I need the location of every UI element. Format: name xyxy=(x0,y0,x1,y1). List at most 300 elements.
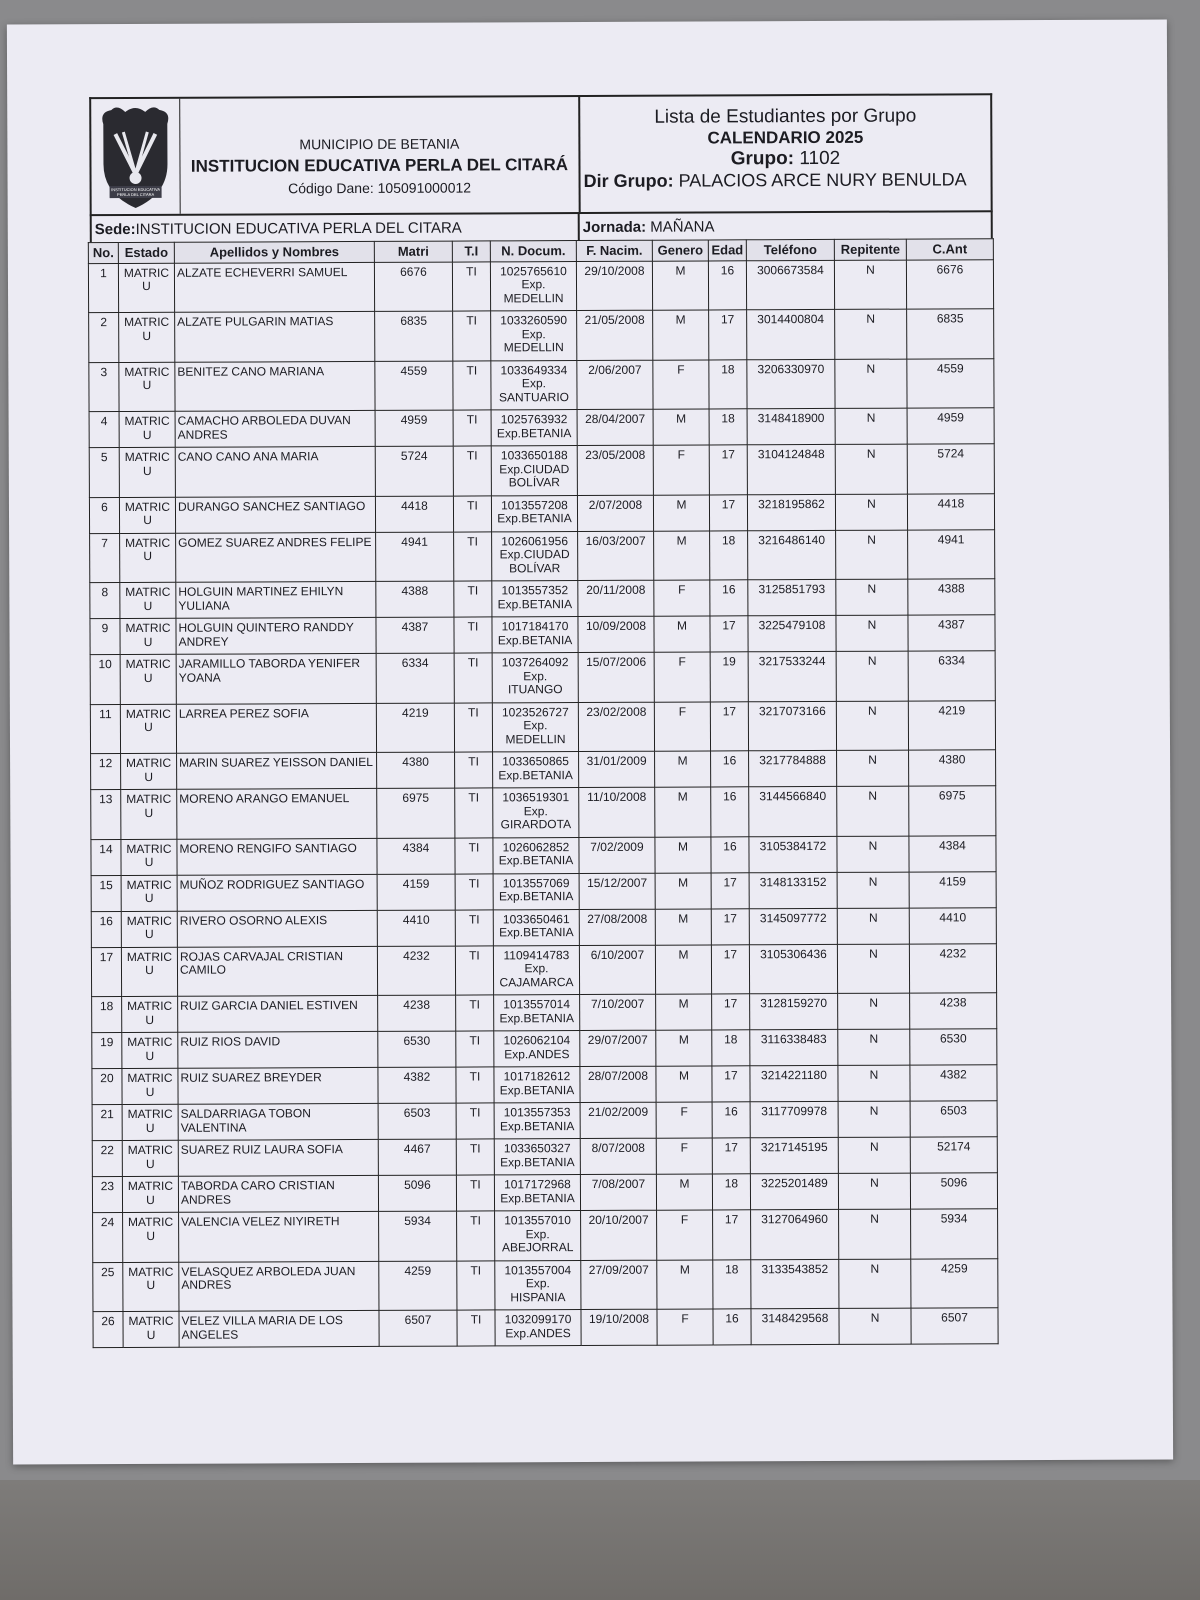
column-header-edad: Edad xyxy=(708,240,746,261)
cell-repitente: N xyxy=(839,1259,911,1309)
cell-nombre: GOMEZ SUAREZ ANDRES FELIPE xyxy=(176,532,376,582)
cell-c-ant: 6835 xyxy=(907,309,994,359)
document-number: 1026061956 xyxy=(501,533,569,548)
cell-nombre: TABORDA CARO CRISTIAN ANDRES xyxy=(178,1175,378,1212)
cell-ti: TI xyxy=(452,261,490,311)
document-number: 1025765610 xyxy=(500,263,567,278)
document-issue-place: Exp.BETANIA xyxy=(499,1082,575,1097)
table-row xyxy=(93,1258,998,1311)
cell-edad: 16 xyxy=(711,787,749,837)
table-row xyxy=(88,259,993,312)
cell-fecha-nacimiento: 7/08/2007 xyxy=(580,1174,656,1210)
cell-ti: TI xyxy=(455,752,493,788)
cell-fecha-nacimiento: 21/05/2008 xyxy=(577,310,653,360)
cell-fecha-nacimiento: 2/07/2008 xyxy=(577,495,653,531)
cell-fecha-nacimiento: 21/02/2009 xyxy=(580,1102,656,1138)
cell-genero: F xyxy=(654,701,710,751)
municipality: MUNICIPIO DE BETANIA xyxy=(299,135,460,152)
cell-genero: M xyxy=(654,530,710,580)
document-number: 1036519301 xyxy=(502,790,570,805)
document-issue-place: Exp.BETANIA xyxy=(500,1190,575,1205)
cell-nombre: MARIN SUAREZ YEISSON DANIEL xyxy=(177,752,377,789)
cell-ti: TI xyxy=(454,617,492,653)
column-header-nombre: Apellidos y Nombres xyxy=(174,241,374,262)
cell-repitente: N xyxy=(837,944,909,994)
cell-no: 11 xyxy=(90,704,120,754)
cell-matri: 4941 xyxy=(376,532,454,582)
cell-edad: 18 xyxy=(710,530,748,580)
column-header-ti: T.I xyxy=(452,241,490,262)
cell-c-ant: 6503 xyxy=(910,1101,997,1137)
document-number: 1033260590 xyxy=(500,313,568,328)
cell-estado: MATRICU xyxy=(119,362,175,412)
cell-edad: 17 xyxy=(711,908,749,944)
sede-row xyxy=(90,210,993,242)
cell-documento xyxy=(491,495,577,531)
cell-documento xyxy=(494,995,580,1031)
document-number: 1017182612 xyxy=(503,1069,571,1084)
cell-ti: TI xyxy=(453,446,491,496)
dane-code: Código Dane: 105091000012 xyxy=(288,179,472,196)
cell-no: 3 xyxy=(89,362,119,412)
table-row xyxy=(92,1137,997,1177)
cell-genero: M xyxy=(655,787,711,837)
cell-documento xyxy=(493,945,579,995)
cell-genero: M xyxy=(655,751,711,787)
cell-ti: TI xyxy=(455,788,493,838)
cell-c-ant: 6507 xyxy=(911,1308,998,1344)
cell-telefono: 3144566840 xyxy=(749,786,837,836)
cell-matri: 6530 xyxy=(378,1031,456,1067)
cell-edad: 17 xyxy=(712,1138,750,1174)
cell-estado: MATRICU xyxy=(122,1068,178,1104)
cell-c-ant: 4382 xyxy=(910,1065,997,1101)
cell-edad: 17 xyxy=(710,616,748,652)
cell-genero: F xyxy=(656,1138,712,1174)
institution-name: INSTITUCION EDUCATIVA PERLA DEL CITARÁ xyxy=(190,154,569,176)
cell-nombre: JARAMILLO TABORDA YENIFER YOANA xyxy=(176,653,376,703)
cell-c-ant: 5934 xyxy=(911,1209,998,1259)
jornada-cell xyxy=(580,218,715,236)
cell-telefono: 3105306436 xyxy=(749,944,837,994)
table-row xyxy=(91,835,996,875)
cell-nombre: RUIZ GARCIA DANIEL ESTIVEN xyxy=(178,995,378,1032)
cell-ti: TI xyxy=(453,495,491,531)
cell-repitente: N xyxy=(837,836,909,872)
column-header-telefono: Teléfono xyxy=(746,239,834,260)
document-number: 1033650327 xyxy=(503,1141,571,1156)
table-row xyxy=(89,493,994,533)
cell-fecha-nacimiento: 16/03/2007 xyxy=(578,531,654,581)
document-number: 1017172968 xyxy=(504,1177,571,1192)
cell-telefono: 3127064960 xyxy=(751,1209,839,1259)
cell-fecha-nacimiento: 10/09/2008 xyxy=(578,616,654,652)
document-issue-place: Exp.BETANIA xyxy=(499,1010,574,1025)
cell-fecha-nacimiento: 28/04/2007 xyxy=(577,409,653,445)
group-label: Grupo: xyxy=(730,148,795,170)
document-issue-place: Exp. HISPANIA xyxy=(510,1276,566,1304)
cell-nombre: DURANGO SANCHEZ SANTIAGO xyxy=(175,496,375,533)
cell-telefono: 3225201489 xyxy=(750,1173,838,1209)
cell-fecha-nacimiento: 19/10/2008 xyxy=(581,1309,657,1345)
group-line xyxy=(731,148,841,170)
cell-documento xyxy=(493,752,579,788)
cell-c-ant: 6334 xyxy=(908,651,995,701)
cell-documento xyxy=(494,1067,580,1103)
document-issue-place: Exp. CAJAMARCA xyxy=(499,961,574,989)
document-issue-place: Exp.BETANIA xyxy=(496,425,572,440)
cell-repitente: N xyxy=(839,1209,911,1259)
cell-matri: 4410 xyxy=(377,910,455,946)
document-issue-place: Exp. SANTUARIO xyxy=(498,376,570,404)
cell-estado: MATRICU xyxy=(123,1262,179,1312)
cell-no: 26 xyxy=(93,1312,123,1348)
cell-estado: MATRICU xyxy=(121,875,177,911)
cell-ti: TI xyxy=(454,581,492,617)
table-row xyxy=(91,871,996,911)
cell-ti: TI xyxy=(455,945,493,995)
document-issue-place: Exp.BETANIA xyxy=(499,925,574,940)
table-row xyxy=(89,309,994,362)
cell-ti: TI xyxy=(454,531,492,581)
cell-genero: F xyxy=(656,1102,712,1138)
document-number: 1037264092 xyxy=(501,655,569,670)
cell-edad: 17 xyxy=(711,944,749,994)
cell-telefono: 3006673584 xyxy=(746,260,834,310)
cell-fecha-nacimiento: 15/12/2007 xyxy=(579,873,655,909)
cell-matri: 4418 xyxy=(375,496,453,532)
cell-matri: 6503 xyxy=(378,1103,456,1139)
cell-documento xyxy=(491,410,577,446)
cell-genero: M xyxy=(656,1066,712,1102)
document-number: 1109414783 xyxy=(503,947,570,962)
cell-no: 8 xyxy=(90,583,120,619)
cell-edad: 18 xyxy=(709,359,747,409)
cell-documento xyxy=(494,1139,580,1175)
cell-fecha-nacimiento: 15/07/2006 xyxy=(578,652,654,702)
cell-documento xyxy=(495,1260,581,1310)
cell-genero: F xyxy=(654,652,710,702)
cell-documento xyxy=(491,311,577,361)
cell-nombre: RIVERO OSORNO ALEXIS xyxy=(177,910,377,947)
cell-telefono: 3014400804 xyxy=(747,309,835,359)
school-crest-logo xyxy=(91,99,181,214)
cell-matri: 4219 xyxy=(376,703,454,753)
cell-nombre: VELASQUEZ ARBOLEDA JUAN ANDRES xyxy=(179,1261,379,1311)
cell-no: 25 xyxy=(93,1262,123,1312)
cell-edad: 17 xyxy=(713,1210,751,1260)
cell-telefono: 3217784888 xyxy=(749,750,837,786)
document-issue-place: Exp.BETANIA xyxy=(497,596,573,611)
cell-repitente: N xyxy=(835,359,907,409)
cell-edad: 16 xyxy=(711,836,749,872)
cell-c-ant: 4384 xyxy=(909,835,996,871)
cell-estado: MATRICU xyxy=(122,1104,178,1140)
cell-c-ant: 4259 xyxy=(911,1258,998,1308)
cell-matri: 5724 xyxy=(375,446,453,496)
cell-documento xyxy=(491,360,577,410)
cell-repitente: N xyxy=(839,1308,911,1344)
table-row xyxy=(90,615,995,655)
cell-estado: MATRICU xyxy=(120,533,176,583)
table-row xyxy=(90,579,995,619)
document-issue-place: Exp. ABEJORRAL xyxy=(501,1226,574,1255)
cell-repitente: N xyxy=(837,872,909,908)
table-row xyxy=(91,786,996,839)
cell-repitente: N xyxy=(836,651,908,701)
document-issue-place: Exp. MEDELLIN xyxy=(503,277,564,305)
document-number: 1013557014 xyxy=(503,997,571,1012)
column-header-no: No. xyxy=(88,243,118,264)
cell-repitente: N xyxy=(838,1101,910,1137)
cell-estado: MATRICU xyxy=(120,704,176,754)
cell-no: 21 xyxy=(92,1105,122,1141)
cell-no: 22 xyxy=(92,1141,122,1177)
cell-telefono: 3104124848 xyxy=(747,444,835,494)
cell-repitente: N xyxy=(838,993,910,1029)
cell-nombre: CANO CANO ANA MARIA xyxy=(175,446,375,496)
cell-ti: TI xyxy=(456,1031,494,1067)
cell-genero: F xyxy=(657,1309,713,1345)
cell-nombre: RUIZ RIOS DAVID xyxy=(178,1031,378,1068)
cell-documento xyxy=(492,531,578,581)
cell-c-ant: 4232 xyxy=(909,943,996,993)
column-header-documento: N. Docum. xyxy=(490,241,576,262)
cell-genero: M xyxy=(655,872,711,908)
cell-estado: MATRICU xyxy=(120,654,176,704)
cell-telefono: 3225479108 xyxy=(748,615,836,651)
cell-matri: 4238 xyxy=(378,995,456,1031)
cell-documento xyxy=(493,837,579,873)
cell-repitente: N xyxy=(837,908,909,944)
cell-no: 15 xyxy=(91,875,121,911)
cell-documento xyxy=(490,261,576,311)
table-body xyxy=(88,259,998,1347)
cell-telefono: 3105384172 xyxy=(749,836,837,872)
cell-c-ant: 5724 xyxy=(907,444,994,494)
cell-fecha-nacimiento: 7/10/2007 xyxy=(580,994,656,1030)
table-row xyxy=(89,444,994,497)
cell-genero: M xyxy=(655,944,711,994)
cell-telefono: 3218195862 xyxy=(747,494,835,530)
cell-ti: TI xyxy=(457,1310,495,1346)
cell-matri: 6835 xyxy=(375,311,453,361)
cell-no: 13 xyxy=(91,790,121,840)
cell-no: 7 xyxy=(90,533,120,583)
cell-fecha-nacimiento: 29/10/2008 xyxy=(576,261,652,311)
cell-genero: M xyxy=(653,494,709,530)
group-value: 1102 xyxy=(794,147,841,170)
cell-matri: 4387 xyxy=(376,617,454,653)
table-row xyxy=(90,529,995,582)
cell-repitente: N xyxy=(835,309,907,359)
column-header-repitente: Repitente xyxy=(834,239,906,260)
cell-edad: 18 xyxy=(709,409,747,445)
cell-c-ant: 4941 xyxy=(908,529,995,579)
cell-documento xyxy=(494,1103,580,1139)
document-number: 1013557010 xyxy=(504,1213,571,1228)
cell-ti: TI xyxy=(456,995,494,1031)
cell-repitente: N xyxy=(838,1137,910,1173)
list-info-block xyxy=(580,95,990,212)
cell-estado: MATRICU xyxy=(119,447,175,497)
cell-repitente: N xyxy=(834,260,906,310)
cell-genero: M xyxy=(655,908,711,944)
document-number: 1033650188 xyxy=(500,448,568,463)
cell-ti: TI xyxy=(457,1211,495,1261)
cell-telefono: 3217145195 xyxy=(750,1137,838,1173)
cell-matri: 4388 xyxy=(376,581,454,617)
cell-fecha-nacimiento: 27/09/2007 xyxy=(581,1260,657,1310)
cell-repitente: N xyxy=(835,494,907,530)
cell-no: 17 xyxy=(91,947,121,997)
cell-fecha-nacimiento: 2/06/2007 xyxy=(577,360,653,410)
cell-telefono: 3133543852 xyxy=(751,1259,839,1309)
cell-repitente: N xyxy=(835,444,907,494)
document-issue-place: Exp.ANDES xyxy=(504,1046,570,1061)
cell-documento xyxy=(494,1175,580,1211)
cell-genero: M xyxy=(653,310,709,360)
cell-genero: F xyxy=(653,445,709,495)
cell-repitente: N xyxy=(838,1029,910,1065)
cell-estado: MATRICU xyxy=(119,411,175,447)
cell-no: 1 xyxy=(88,263,118,313)
document-header xyxy=(89,93,993,214)
cell-ti: TI xyxy=(456,1067,494,1103)
cell-no: 12 xyxy=(91,754,121,790)
cell-c-ant: 4410 xyxy=(909,907,996,943)
document-number: 1032099170 xyxy=(504,1312,572,1327)
cell-c-ant: 6676 xyxy=(906,259,993,309)
desk-surface xyxy=(0,1480,1200,1600)
sede-label: Sede: xyxy=(94,220,136,238)
cell-nombre: SUAREZ RUIZ LAURA SOFIA xyxy=(178,1139,378,1176)
cell-nombre: HOLGUIN MARTINEZ EHILYN YULIANA xyxy=(176,581,376,618)
cell-repitente: N xyxy=(836,615,908,651)
cell-no: 9 xyxy=(90,619,120,655)
document-issue-place: Exp.CIUDAD BOLÍVAR xyxy=(499,547,570,575)
cell-fecha-nacimiento: 20/11/2008 xyxy=(578,580,654,616)
cell-telefono: 3148429568 xyxy=(751,1308,839,1344)
cell-edad: 19 xyxy=(710,652,748,702)
cell-repitente: N xyxy=(835,408,907,444)
cell-edad: 16 xyxy=(708,260,746,310)
column-header-matri: Matri xyxy=(374,241,452,262)
cell-edad: 17 xyxy=(710,701,748,751)
cell-fecha-nacimiento: 7/02/2009 xyxy=(579,837,655,873)
table-row xyxy=(90,700,995,753)
cell-edad: 16 xyxy=(710,580,748,616)
cell-edad: 17 xyxy=(712,1066,750,1102)
cell-ti: TI xyxy=(455,873,493,909)
cell-estado: MATRICU xyxy=(118,263,174,313)
cell-matri: 5934 xyxy=(379,1211,457,1261)
cell-repitente: N xyxy=(837,750,909,786)
jornada-value: MAÑANA xyxy=(646,217,715,236)
cell-documento xyxy=(492,653,578,703)
document-issue-place: Exp.CIUDAD BOLÍVAR xyxy=(499,461,570,490)
cell-genero: M xyxy=(656,1030,712,1066)
cell-telefono: 3148133152 xyxy=(749,872,837,908)
cell-estado: MATRICU xyxy=(122,1032,178,1068)
cell-nombre: ALZATE ECHEVERRI SAMUEL xyxy=(174,262,374,312)
cell-edad: 16 xyxy=(712,1102,750,1138)
table-row xyxy=(91,943,996,996)
cell-fecha-nacimiento: 23/05/2008 xyxy=(577,445,653,495)
cell-genero: F xyxy=(653,359,709,409)
document-number: 1026062852 xyxy=(502,839,570,854)
table-row xyxy=(89,358,994,411)
cell-genero: M xyxy=(654,616,710,652)
cell-documento xyxy=(493,788,579,838)
cell-documento xyxy=(495,1310,581,1346)
students-table xyxy=(88,238,999,1348)
column-header-genero: Genero xyxy=(652,240,708,261)
cell-nombre: ROJAS CARVAJAL CRISTIAN CAMILO xyxy=(177,946,377,996)
column-header-estado: Estado xyxy=(118,242,174,263)
cell-fecha-nacimiento: 31/01/2009 xyxy=(579,751,655,787)
column-header-c-ant: C.Ant xyxy=(906,239,993,260)
cell-matri: 4259 xyxy=(379,1261,457,1311)
cell-edad: 17 xyxy=(709,494,747,530)
document-issue-place: Exp.ANDES xyxy=(505,1325,571,1340)
cell-repitente: N xyxy=(836,701,908,751)
cell-genero: M xyxy=(655,836,711,872)
cell-c-ant: 4959 xyxy=(907,408,994,444)
cell-c-ant: 5096 xyxy=(910,1173,997,1209)
sede-value: INSTITUCION EDUCATIVA PERLA DEL CITARA xyxy=(135,219,462,238)
cell-ti: TI xyxy=(453,410,491,446)
paper-sheet xyxy=(7,19,1173,1464)
cell-estado: MATRICU xyxy=(119,312,175,362)
institution-block xyxy=(180,97,580,214)
cell-fecha-nacimiento: 20/10/2007 xyxy=(581,1210,657,1260)
cell-edad: 18 xyxy=(713,1259,751,1309)
table-row xyxy=(92,1173,997,1213)
cell-estado: MATRICU xyxy=(122,1140,178,1176)
cell-estado: MATRICU xyxy=(121,947,177,997)
cell-edad: 17 xyxy=(712,994,750,1030)
document-issue-place: Exp.BETANIA xyxy=(498,767,573,782)
cell-edad: 16 xyxy=(711,751,749,787)
cell-nombre: VELEZ VILLA MARIA DE LOS ANGELES xyxy=(179,1310,379,1347)
director-value: PALACIOS ARCE NURY BENULDA xyxy=(673,169,967,191)
cell-matri: 4467 xyxy=(378,1139,456,1175)
cell-repitente: N xyxy=(838,1065,910,1101)
table-row xyxy=(93,1209,998,1262)
cell-telefono: 3206330970 xyxy=(747,359,835,409)
table-row xyxy=(92,1065,997,1105)
cell-estado: MATRICU xyxy=(121,911,177,947)
cell-matri: 6507 xyxy=(379,1310,457,1346)
cell-matri: 6334 xyxy=(376,653,454,703)
cell-nombre: CAMACHO ARBOLEDA DUVAN ANDRES xyxy=(175,410,375,447)
cell-ti: TI xyxy=(453,311,491,361)
cell-documento xyxy=(492,581,578,617)
cell-no: 23 xyxy=(92,1177,122,1213)
cell-documento xyxy=(493,909,579,945)
cell-nombre: HOLGUIN QUINTERO RANDDY ANDREY xyxy=(176,617,376,654)
table-row xyxy=(92,1101,997,1141)
cell-estado: MATRICU xyxy=(121,839,177,875)
cell-fecha-nacimiento: 28/07/2008 xyxy=(580,1066,656,1102)
cell-matri: 4159 xyxy=(377,874,455,910)
cell-no: 18 xyxy=(92,997,122,1033)
cell-repitente: N xyxy=(838,1173,910,1209)
table-row xyxy=(89,408,994,448)
cell-c-ant: 52174 xyxy=(910,1137,997,1173)
cell-documento xyxy=(495,1211,581,1261)
